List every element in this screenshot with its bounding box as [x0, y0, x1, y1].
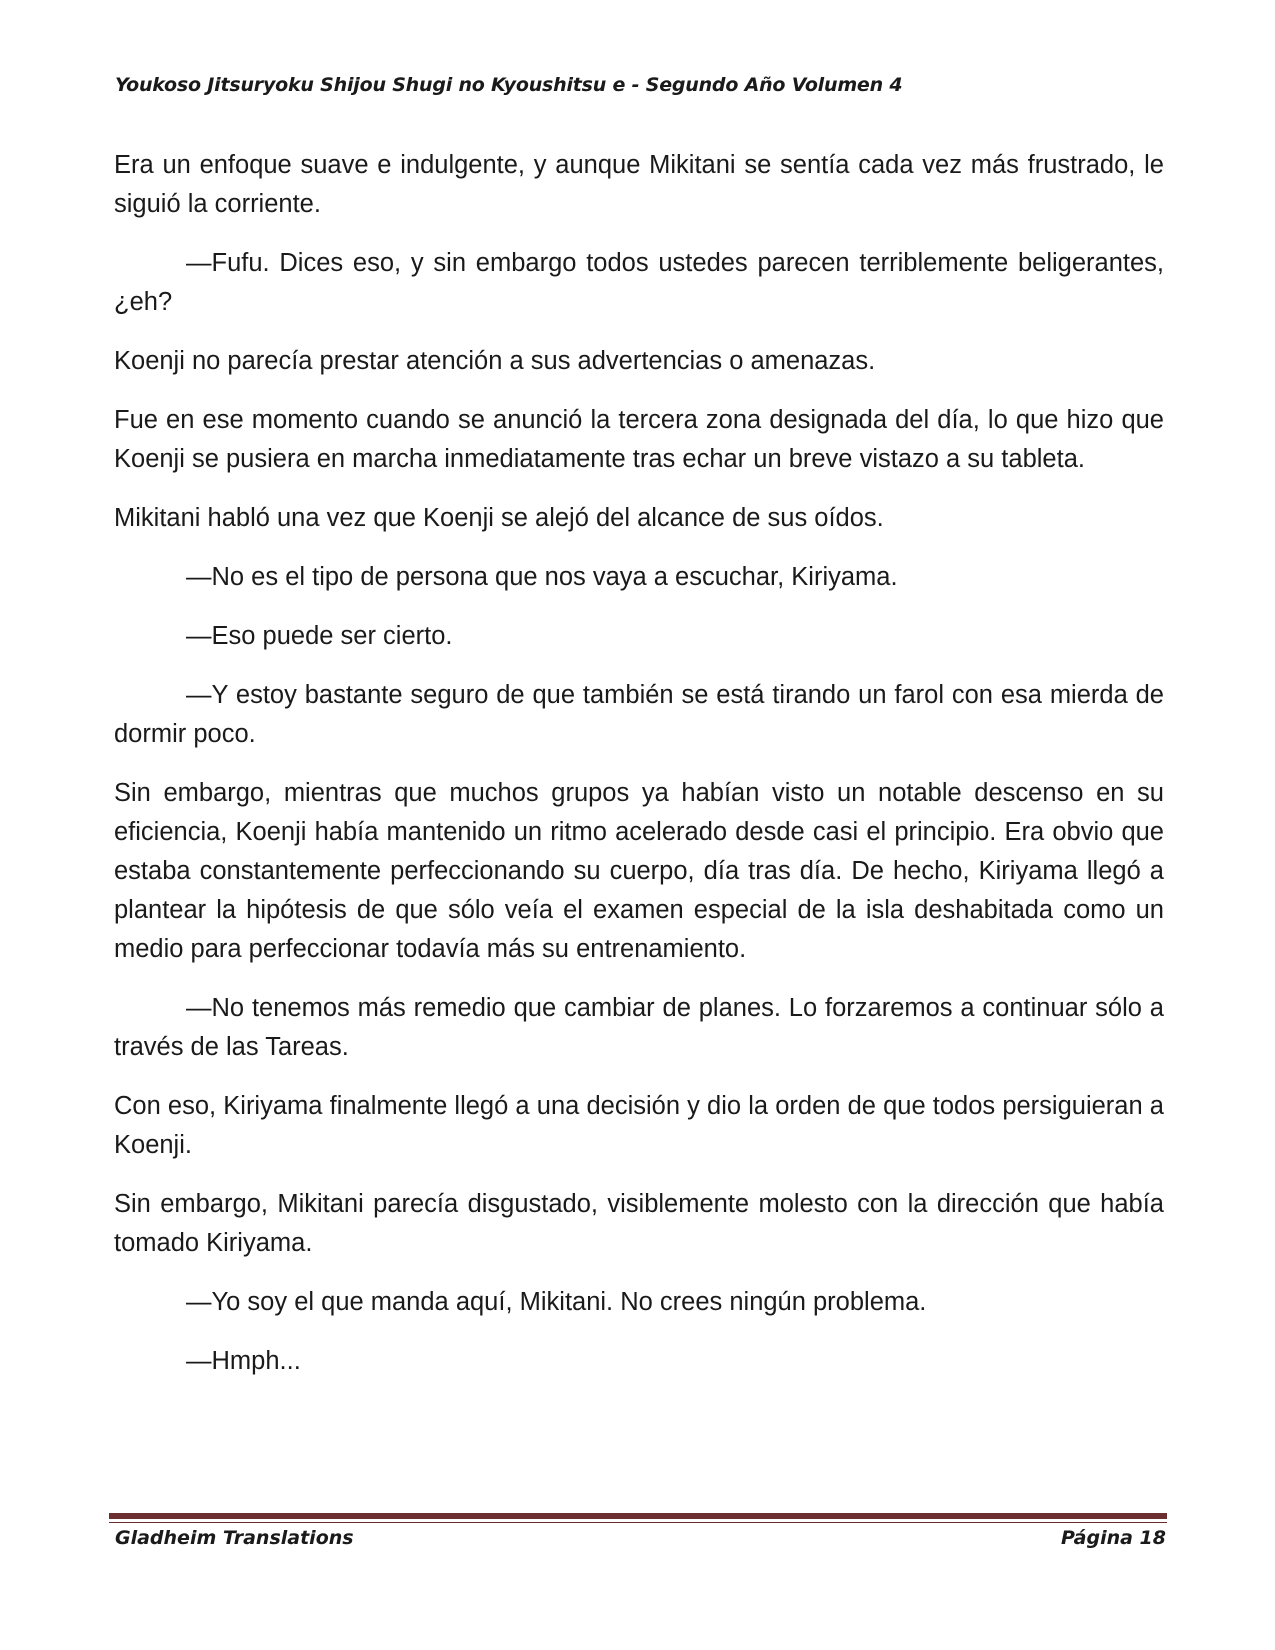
paragraph: Sin embargo, mientras que muchos grupos ya habían visto un notable descenso en su eficiencia, Koenji había mantenido un ritmo acelerado desde casi el principio. Era obvio que estaba constantemente perfeccionando su cuerpo, día tras día. De hecho, Kiriyama llegó a plantear la hipótesis de que sólo veía el examen especial de la isla deshabitada como un medio para perfeccionar todavía más su entrenamiento. [114, 779, 1164, 963]
paragraph: Fue en ese momento cuando se anunció la tercera zona designada del día, lo que hizo que Koenji se pusiera en marcha inmediatamente tras echar un breve vistazo a su tableta. [114, 406, 1164, 473]
paragraph: Mikitani habló una vez que Koenji se alejó del alcance de sus oídos. [114, 504, 884, 532]
footer-divider-thin [109, 1522, 1167, 1523]
dialog-paragraph: —Yo soy el que manda aquí, Mikitani. No crees ningún problema. [186, 1288, 927, 1316]
dialog-paragraph: —Y estoy bastante seguro de que también se está tirando un farol con esa mierda de dormir poco. [114, 681, 1164, 748]
dialog-paragraph: —No tenemos más remedio que cambiar de planes. Lo forzaremos a continuar sólo a través de las Tareas. [114, 994, 1164, 1061]
dialog-paragraph: —No es el tipo de persona que nos vaya a escuchar, Kiriyama. [186, 563, 898, 591]
paragraph: Koenji no parecía prestar atención a sus advertencias o amenazas. [114, 347, 876, 375]
dialog-paragraph: —Fufu. Dices eso, y sin embargo todos ustedes parecen terriblemente beligerantes, ¿eh? [114, 249, 1164, 316]
dialog-paragraph: —Hmph... [186, 1347, 301, 1375]
paragraph: Era un enfoque suave e indulgente, y aunque Mikitani se sentía cada vez más frustrado, le siguió la corriente. [114, 151, 1164, 218]
dialog-paragraph: —Eso puede ser cierto. [186, 622, 453, 650]
page-number: Página 18 [1060, 1527, 1166, 1549]
paragraph: Con eso, Kiriyama finalmente llegó a una decisión y dio la orden de que todos persiguieran a Koenji. [114, 1092, 1164, 1159]
page-header-title: Youkoso Jitsuryoku Shijou Shugi no Kyoushitsu e - Segundo Año Volumen 4 [115, 74, 903, 96]
document-body [114, 146, 1164, 1401]
paragraph: Sin embargo, Mikitani parecía disgustado, visiblemente molesto con la dirección que había tomado Kiriyama. [114, 1190, 1164, 1257]
footer-credit: Gladheim Translations [115, 1527, 354, 1549]
footer-divider [109, 1513, 1167, 1519]
